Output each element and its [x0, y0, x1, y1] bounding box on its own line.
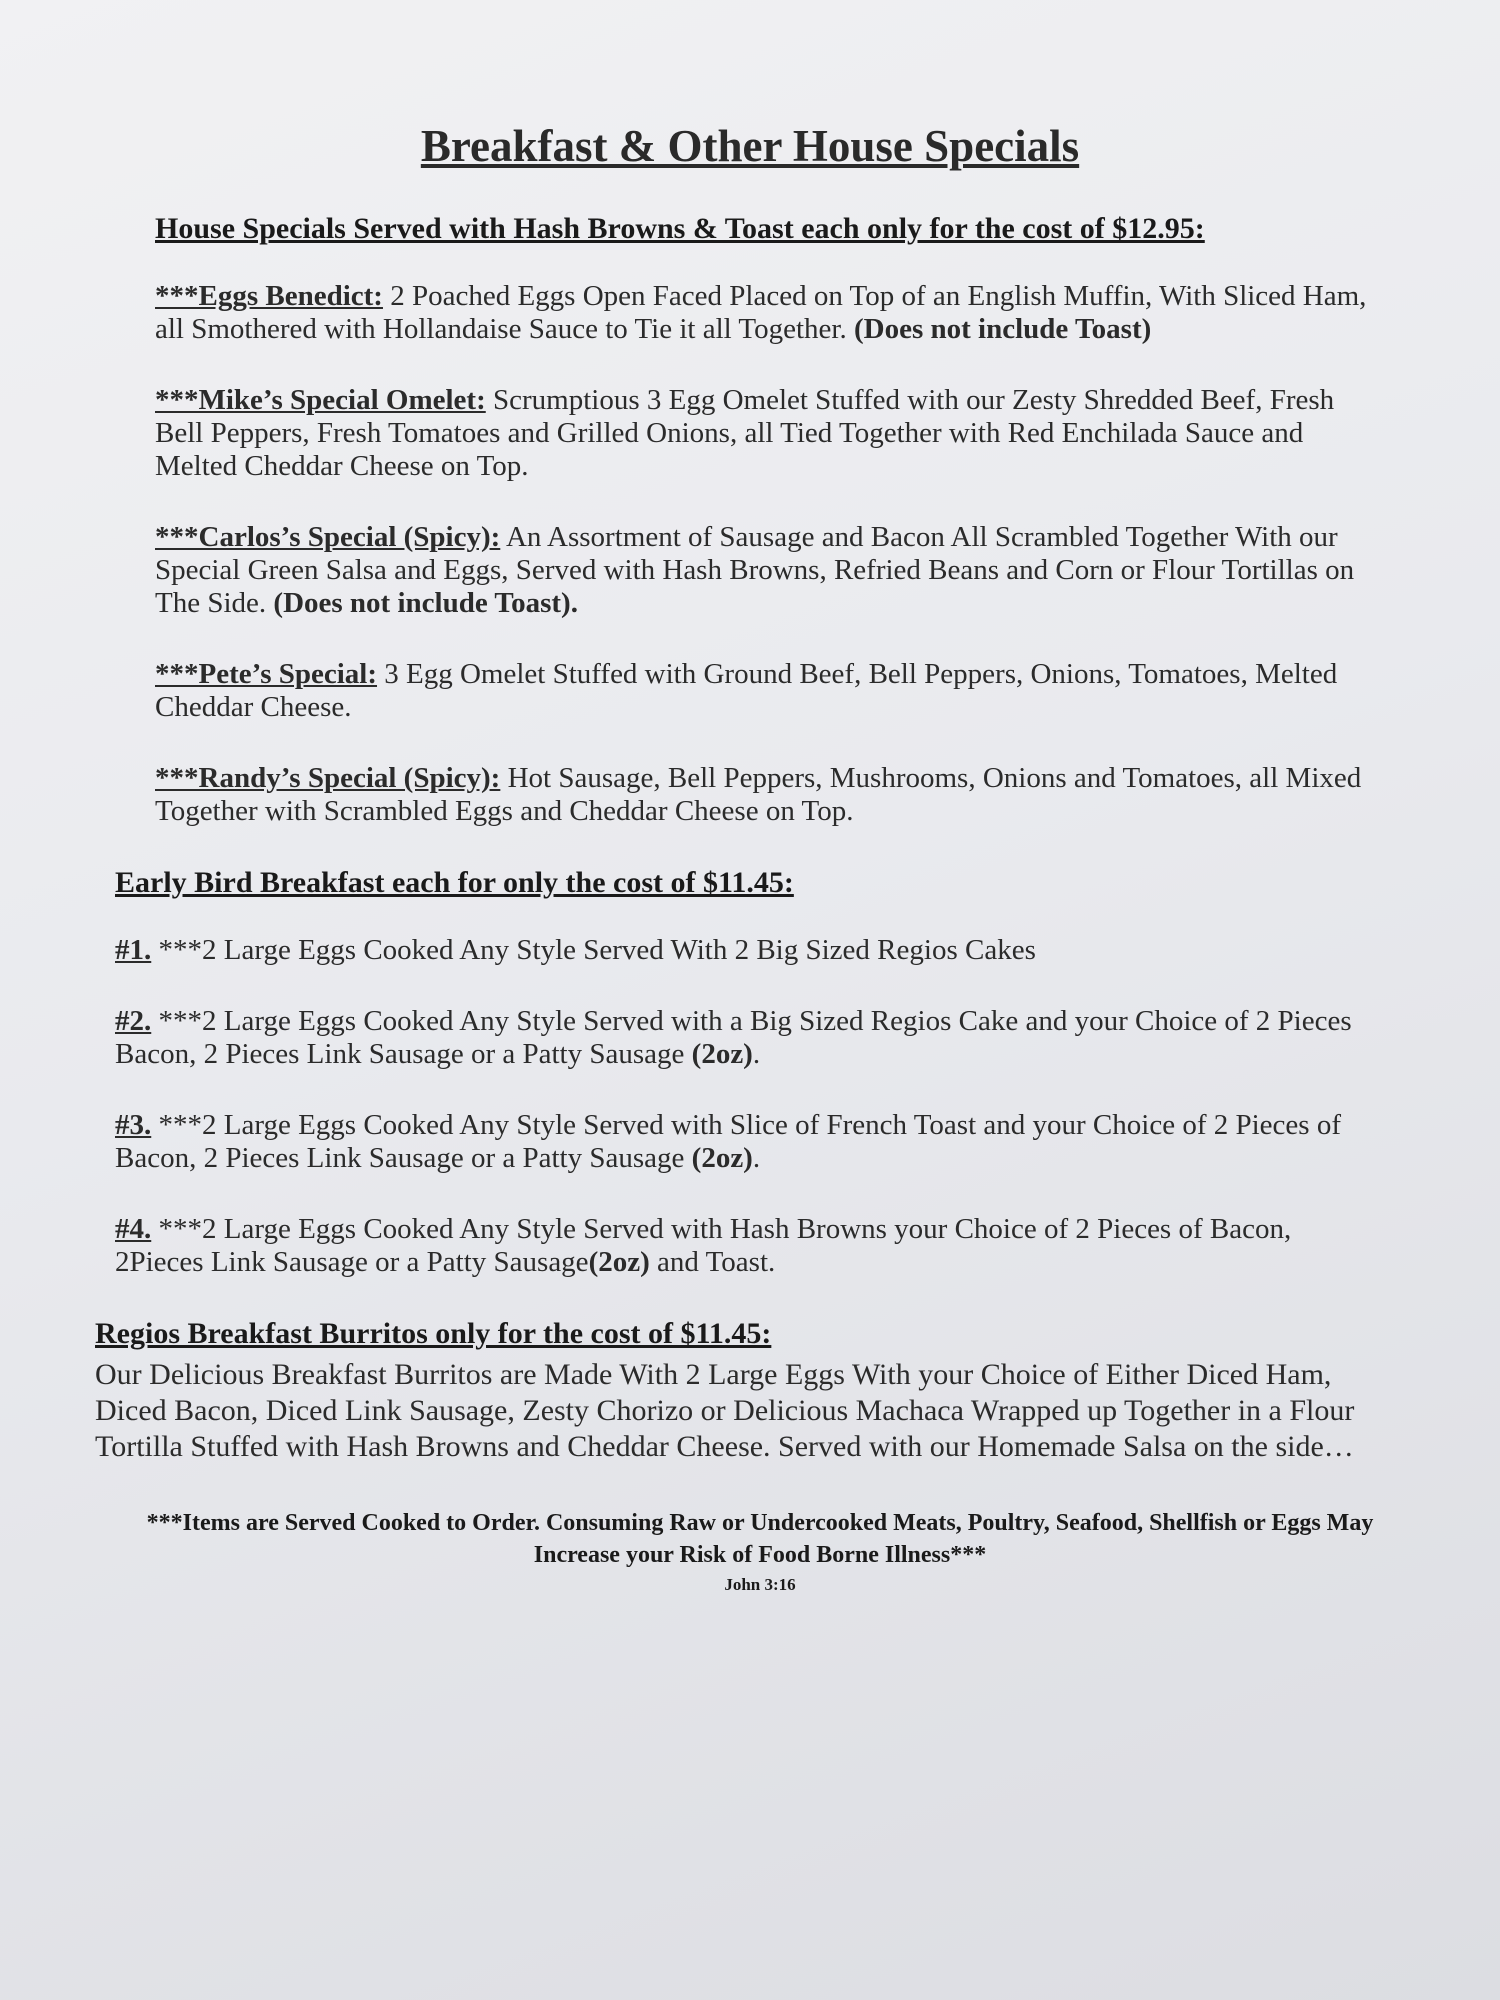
- item-description: 2 Poached Eggs Open Faced Placed on Top of an English Muffin, With Sliced Ham, all Smothered with Hollandaise Sauce to Tie it all Together.: [155, 280, 1367, 345]
- burritos-section: [95, 1317, 1380, 1465]
- item-description: 3 Egg Omelet Stuffed with Ground Beef, Bell Peppers, Onions, Tomatoes, Melted Cheddar Cheese.: [155, 658, 1338, 723]
- food-safety-warning: ***Items are Served Cooked to Order. Consuming Raw or Undercooked Meats, Poultry, Seafood, Shellfish or Eggs May Increase your Risk of Food Borne Illness***: [146, 1510, 1374, 1568]
- menu-item-eggs-benedict: [155, 280, 1380, 346]
- item-description-end: .: [752, 1038, 761, 1070]
- item-description: ***2 Large Eggs Cooked Any Style Served with a Big Sized Regios Cake and your Choice of 2 Pieces Bacon, 2 Pieces Link Sausage or a Patty Sausage: [115, 1005, 1352, 1070]
- item-description-end: and Toast.: [649, 1246, 776, 1278]
- house-specials-heading: House Specials Served with Hash Browns & Toast each only for the cost of $12.95:: [155, 212, 1205, 245]
- menu-item-mikes-special-omelet: [155, 384, 1380, 483]
- menu-item-early-bird-3: [115, 1109, 1380, 1175]
- item-description: ***2 Large Eggs Cooked Any Style Served with Slice of French Toast and your Choice of 2 Pieces of Bacon, 2 Pieces Link Sausage or a Patty Sausage: [115, 1109, 1341, 1174]
- item-description-end: .: [752, 1142, 761, 1174]
- item-description: ***2 Large Eggs Cooked Any Style Served with Hash Browns your Choice of 2 Pieces of Bacon, 2Pieces Link Sausage or a Patty Sausage: [115, 1213, 1292, 1278]
- early-bird-section: [115, 866, 1380, 1279]
- menu-item-carlos-special: [155, 521, 1380, 620]
- item-note: (2oz): [691, 1142, 753, 1174]
- menu-item-early-bird-1: [115, 934, 1380, 967]
- early-bird-heading: Early Bird Breakfast each for only the cost of $11.45:: [115, 866, 794, 899]
- item-description: Hot Sausage, Bell Peppers, Mushrooms, Onions and Tomatoes, all Mixed Together with Scrambled Eggs and Cheddar Cheese on Top.: [155, 762, 1362, 827]
- menu-sheet: [80, 120, 1380, 1840]
- item-description: An Assortment of Sausage and Bacon All Scrambled Together With our Special Green Salsa and Eggs, Served with Hash Browns, Refried Beans and Corn or Flour Tortillas on The Side.: [155, 521, 1355, 619]
- menu-title: Breakfast & Other House Specials: [420, 121, 1080, 171]
- item-description: Scrumptious 3 Egg Omelet Stuffed with our Zesty Shredded Beef, Fresh Bell Peppers, Fresh Tomatoes and Grilled Onions, all Tied Together with Red Enchilada Sauce and Melted Cheddar Cheese on Top.: [155, 384, 1335, 482]
- menu-item-early-bird-4: [115, 1213, 1380, 1279]
- item-name: ***Randy’s Special (Spicy):: [155, 762, 501, 794]
- item-note: (2oz): [588, 1246, 650, 1278]
- item-note: (2oz): [691, 1038, 753, 1070]
- item-description: ***2 Large Eggs Cooked Any Style Served With 2 Big Sized Regios Cakes: [151, 934, 1036, 966]
- item-note: (Does not include Toast): [853, 313, 1152, 345]
- item-name: ***Pete’s Special:: [155, 658, 378, 690]
- burritos-heading: Regios Breakfast Burritos only for the cost of $11.45:: [95, 1317, 772, 1350]
- menu-item-petes-special: [155, 658, 1380, 724]
- menu-item-early-bird-2: [115, 1005, 1380, 1071]
- item-number: #4.: [115, 1213, 152, 1245]
- item-number: #2.: [115, 1005, 152, 1037]
- burritos-description: Our Delicious Breakfast Burritos are Made With 2 Large Eggs With your Choice of Either Diced Ham, Diced Bacon, Diced Link Sausage, Zesty Chorizo or Delicious Machaca Wrapped up Together in a Flour Tortilla Stuffed with Hash Browns and Cheddar Cheese. Served with our Homemade Salsa on the side…: [95, 1358, 1355, 1463]
- item-name: ***Carlos’s Special (Spicy):: [155, 521, 501, 553]
- item-note: (Does not include Toast).: [273, 587, 578, 619]
- item-name: ***Eggs Benedict:: [155, 280, 383, 312]
- item-number: #1.: [115, 934, 152, 966]
- menu-item-randys-special: [155, 762, 1380, 828]
- item-number: #3.: [115, 1109, 152, 1141]
- house-specials-section: [155, 212, 1380, 828]
- item-name: ***Mike’s Special Omelet:: [155, 384, 486, 416]
- verse-reference: John 3:16: [724, 1575, 796, 1594]
